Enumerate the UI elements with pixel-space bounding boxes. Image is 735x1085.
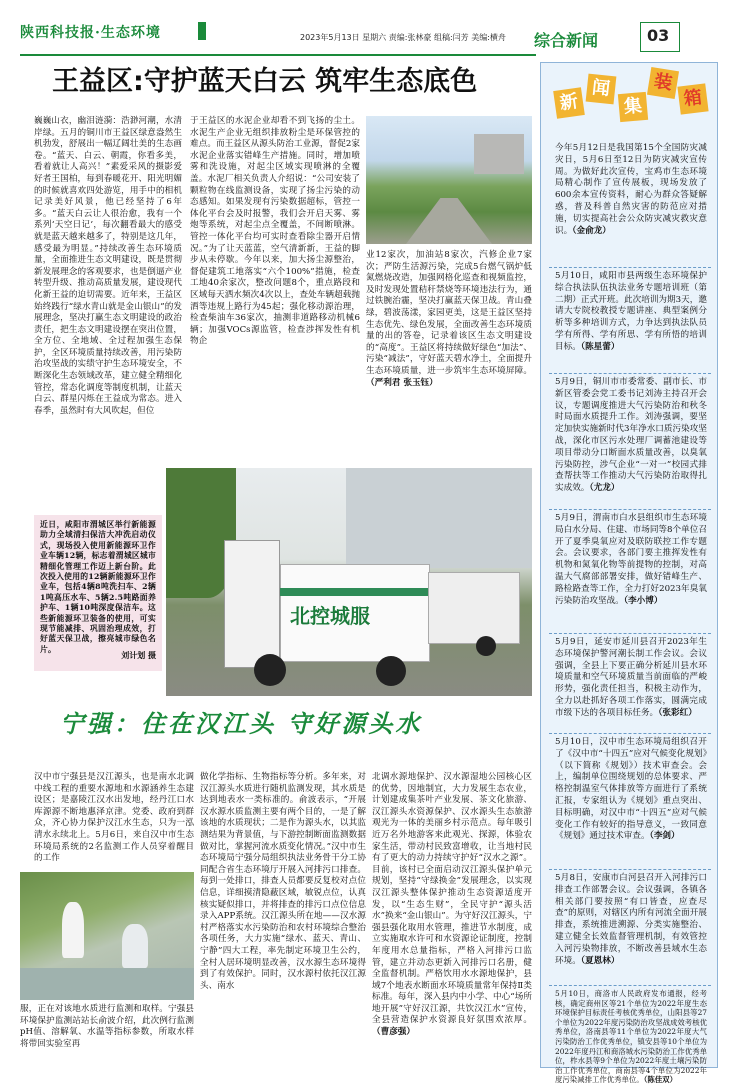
sidebar-divider — [549, 373, 711, 374]
truck-cab — [224, 540, 280, 668]
sidebar-item-byline: （陈星蕾） — [580, 341, 620, 352]
sidebar-item-byline: （李小博） — [623, 595, 663, 606]
water-shape — [20, 968, 194, 1000]
sidebar-divider — [549, 633, 711, 634]
truck-photo — [166, 468, 532, 696]
sidebar-item — [555, 271, 707, 369]
banner-tile: 装 — [647, 67, 679, 99]
person-shape — [62, 902, 84, 958]
story2-byline: （曹彦强） — [372, 1027, 415, 1038]
issue-line: 2023年5月13日 星期六 责编:张林豪 组稿:闫芳 美编:横舟 — [300, 33, 506, 42]
sidebar-divider — [549, 267, 711, 268]
photo-caption-text: 近日，咸阳市渭城区举行新能源助力全域清扫保洁大冲洗启动仪式，现场投入使用新能源环卫作业车辆12辆，标志着渭城区城市精细化管理工作迈上新台阶。此次投入使用的12辆新能源环卫作业车，包括4辆8吨洗扫车、2辆1吨高压水车、5辆2.5吨路面养护车、1辆10吨深度保洁车。这些新能源环卫装备的使用，可实现节能减排、巩固治理成效，打好蓝天保卫战，擦亮城市绿色名片。 — [40, 520, 156, 654]
masthead-logo: 陕西科技报·生态环境 — [20, 25, 161, 41]
sidebar-item-byline: （张彩红） — [658, 707, 697, 718]
truck-wheel — [476, 636, 496, 656]
sidebar-item — [555, 637, 707, 729]
sidebar-item-text: 5月9日，渭南市白水县组织市生态环境局白水分局、住建、市场同等8个单位召开了夏季臭氧应对及联防联控工作专题会。会议要求，各部门要主推挥发性有机物和氮氧化物等前提物的控制，对高温大气腐部部署安排，做好错峰生产、路检路查等工作，全力打好2023年臭氧污染防治攻坚战。 — [555, 513, 707, 606]
story1-col1: 巍巍山衣，幽泪涟漪：浩渺河潮，水清岸绿。五月的铜川市王益区绿意盎然生机勃发，舒展出一幅辽阔壮美的生态画卷。“蓝天、白云、朝霞，你看多美，看着就让人高兴！”素爱采风的摄影爱好者王国柏，每到春暖花开、阳光明媚的时候就喜欢四处游览，用手中的相机记录美好风景，他已经坚持了6年多。“蓝天白云让人很治愈，我有一个系列‘天空日记’，每次翻看最大的感受就是蓝天越来越多了，特别是这几年，感受最为明显。”持续改善生态环境质量，全面推进生态文明建设，既是贯彻新发展理念的客观要求，也是倒逼产业转型升级、推动高质量发展，建设现代化新王益的迫切需要。近年来，王益区始终践行“绿水青山就是金山银山”的发展理念，坚决打赢生态文明建设的政治责任，把生态文明建设摆在突出位置，全方位、全地域、全过程加强生态保护，全区环境质量持续改善，用污染防治攻坚战的实绩守护生态环境安全，不断深化生态领域改革，建立健全精细化管控，常态化调度等制度机制，让蓝天白云、群星闪烁在王益成为常态。进入春季，虽然时有大风吹起，但位 — [34, 116, 182, 416]
truck-wheel — [376, 656, 406, 686]
truck2-body — [428, 572, 520, 644]
sidebar-item — [555, 143, 707, 263]
building-shape — [474, 134, 524, 174]
sidebar-item — [555, 873, 707, 983]
sidebar-item-text: 5月8日，安康市白河县召开入河排污口排查工作部署会议。会议强调，各镇各相关部门要按照“有口皆查，应查尽查”的原则，对辖区内所有河流全面开展排查，系统推进溯源、分类实施整治、建立健全长效监督管理机制，有效管控入河污染物排放，不断改善县域水生态环境。 — [555, 873, 707, 966]
banner-tile: 闻 — [586, 74, 617, 105]
buildings-shape — [346, 468, 532, 568]
sidebar-item — [555, 377, 707, 505]
truck-wheel — [254, 654, 286, 686]
photo-caption-byline: 刘计划 摄 — [121, 650, 156, 660]
story2-col2: 做化学指标、生物指标等分析。多年来，对汉江源头水质进行随机监测发现，其水质是达到地表水一类标准的。俞波表示，“开展汉水源水质监测主要有两个目的，一是了解该地的水质现状；二是作为源头水，以其监测结果为背景值，与下游控制断面监测数据做对比，掌握河流水质变化情况。”汉中市生态环境局宁强分局组织执法业务骨干分工协同配合省生态环境厅开展入河排污口排查。每到一处排口，排查人员都要反复校对点位信息，详细摸清隐蔽区域，敏锐点位，认真核实疑似排口，并将排查的排污口点位信息录入APP系统。汉江源头所在地——汉水源村严格落实水污染防治和农村环境综合整治各项任务，大力实施“绿水、蓝天、青山、宁静”四大工程，率先制定环境卫生公约，全村人居环境明显改善，汉水源生态环境得到了有效保护。同时，汉水源村依托汉江源头、南水 — [200, 772, 366, 991]
story1-headline: 王益区:守护蓝天白云 筑牢生态底色 — [52, 66, 478, 97]
masthead-logo-badge — [198, 22, 206, 40]
sidebar-divider — [549, 509, 711, 510]
banner-tile: 新 — [553, 87, 585, 119]
sidebar-item-text: 5月9日，铜川市市委常委、副市长、市新区管委会党工委书记刘涛主持召开会议，专题调度推进大气污染防治和秋冬时局面水质提升工作。刘涛强调，要坚定加快实施新时代3年净水口质污染攻坚战，深化市区污水处理厂调蓄池建设等项目带动分口断面水质量改善，以臭氧污染防控，涉气企业“一对一”校园式排查帮扶等工作推动大气污染防治取得扎实成效。 — [555, 377, 707, 494]
masthead-rule — [20, 54, 536, 56]
banner-tile: 箱 — [677, 83, 708, 114]
person-shape — [122, 924, 148, 968]
story1-byline: （严利君 张玉钰） — [366, 377, 438, 388]
story2-headline: 宁强：住在汉江头 守好源头水 — [60, 709, 423, 738]
sidebar-item-byline: （李剑） — [649, 831, 680, 842]
sidebar-item-text: 5月10日，咸阳市县两级生态环境保护综合执法队伍执法业务专题培训班（第二期）正式开班。此次培训为期3天，邀请大专院校教授专题讲座、典型案例分析等多种培训方式，力争达到执法队员学有所得、学有所思、学有所悟的培训目标。 — [555, 271, 707, 352]
sidebar-divider — [549, 985, 711, 986]
sidebar-item-byline: （尤龙） — [589, 483, 620, 494]
truck-logo-text: 北控城服 — [290, 604, 370, 628]
section-title: 综合新闻 — [534, 31, 599, 50]
page-number: 03 — [647, 26, 670, 45]
sidebar-item — [555, 513, 707, 629]
sidebar-item-byline: （金俞龙） — [572, 225, 611, 236]
sidebar-item — [555, 989, 707, 1085]
sidebar-item-text: 今年5月12日是我国第15个全国防灾减灾日，5月6日至12日为防灾减灾宣传周。为做好此次宣传，宝鸡市生态环境局精心制作了宣传展板，现场发放了600余本宣传资料，耐心为群众答疑解惑，普及科普自然灾害的防范应对措施，切实提高社会公众防灾减灾救灾意识。 — [555, 143, 707, 236]
sidebar-item-byline: （陈佳双） — [643, 1075, 677, 1085]
sidebar-divider — [549, 733, 711, 734]
story1-col3 — [366, 250, 532, 430]
road-shape — [406, 198, 492, 244]
sidebar-item-byline: （夏恩林） — [580, 955, 620, 966]
story1-col2: 于王益区的水泥企业却看不到飞扬的尘土。水泥生产企业无组织排放粉尘是环保管控的难点。而王益区从源头防治工业源，督促2家水泥企业落实错峰生产措施。同时，增加喷雾和洗设施，对起尘区域实现喷淋的全覆盖。水泥厂相关负责人介绍说：“公司安装了颗粒物在线监测设备，实现了扬尘污染的动态感知。如果发现有污染数据超标，管控一体化平台会及时报警，我们会开启天雾、雾炮等系统，对起尘点全覆盖，不间断喷淋。管控一体化平台均可实时查看除尘器开启情况。”为了让天蓝蓝，空气清新新，王益的脚步从未停歇。今年以来，加大扬尘源整治，督促建筑工地落实“六个100%”措施，检查工地40余家次，整改问题8个，重点路段和区域每天洒水频次4次以上，查处车辆超载抛洒等违规上路行为45起；强化移动源治理，检查柴油车36家次，抽测非道路移动机械6辆；加强VOCs源监管，检查涉挥发性有机物企 — [190, 116, 360, 347]
sidebar-item-text: 5月10日，汉中市生态环境局组织召开了《汉中市“十四五”应对气候变化规划》（以下简称《规划》）技术审查会。会上，编制单位围绕规划的总体要求、严格控制温室气体排放等方面进行了系统汇报，专家组认为《规划》重点突出、目标明确，对汉中市“十四五”应对气候变化工作有较好的指导意义，一致同意《规划》通过技术审查。 — [555, 737, 707, 842]
sidebar-banner — [547, 67, 711, 133]
sidebar-item — [555, 737, 707, 865]
news-sidebar — [540, 62, 718, 1085]
story2-col1: 汉中市宁强县是汉江源头，也是南水北调中线工程的重要水源地和水源涵养生态建设区；是嘉陵江汉水出发地，经丹江口水库源源不断地惠泽京津。党委、政府到群众，齐心协力保护汉江水生态，只为一泓清水永续北上。5月6日，来自汉中市生态环境局系统的2名监测工作人员穿着醒目的工作 — [34, 772, 194, 864]
story2-col1b: 服，正在对该地水质进行监测和取样。宁强县环境保护监测站站长俞波介绍，此次例行监测pH值、溶解氧、水温等指标参数，所取水样将带回实验室再 — [20, 1004, 194, 1049]
truck-stripe — [280, 588, 430, 596]
banner-tile: 集 — [618, 92, 648, 122]
masthead — [0, 0, 735, 58]
photo-caption-box — [34, 515, 162, 671]
sidebar-divider — [549, 869, 711, 870]
story2-col3-text: 北调水源地保护、汉水源湿地公园核心区的优势，因地制宜，大力发展生态农业，计划建成集茶叶产业发展、茶文化旅游、汉江源头水资源保护、汉水源头生态旅游观光为一体的美丽乡村示范点。每年吸引近万名外地游客来此观光、探源，体验农家生活，带动村民致富增收，让当地村民有了更大的动力持续守护好“汉水之源”。目前，该村已全面启动汉江源头保护单元规划，坚持“守绿换金”发展理念，以实现汉江源头整体保护推动生态资源适度开发，以“生态生财”，全民守护“源头活水”换来“金山银山”。为守好汉江源头，宁强县强化取用水管理，推进节水制度，成立实施取水许可和水资源论证制度，控制年度用水总量指标，严格入河排污口监管，建立并动态更新入河排污口名册，健全监督机制。严格饮用水水源地保护，县域7个地表水断面水环境质量常年保持Ⅱ类标准。每年，深入县内中小学、中心“场所地开展”守好汉江源，共饮汉江水”宣传，全县营造保护水资源良好氛围欢浓厚。 — [372, 772, 532, 1026]
story1-col3-text: 业12家次，加油站8家次，汽修企业7家次；严防生活源污染，完成5台燃气锅炉低氮燃烧改造，加强网格化巡查和视频监控，及时发现处置秸秆禁烧等环境违法行为，通过铁腕治霾，坚决打赢蓝天保卫战。青山叠绿，碧波荡漾，家园更美，这是王益区坚持生态优先、绿色发展，全面改善生态环境质量的出的答卷，记录着该区生态文明建设的“高度”。王益区将持续做好绿色“加法”、污染“减法”，守好蓝天碧水净土，全面提升生态环境质量，进一步筑牢生态环境屏障。 — [366, 250, 532, 376]
story2-photo — [20, 872, 194, 1000]
sidebar-item-text: 5月10日，商洛市人民政府发布通报，经考核，确定商州区等21个单位为2022年度生态环境保护目标责任考核优秀单位，山阳县等27个单位为2022年度污染防治攻坚战成效考核优秀单位，洛南县等11个单位为2022年度大气污染防治工作优秀单位，镇安县等10个单位为2022年度丹江和商洛城水污染防治工作优秀单位，柞水县等9个单位为2022年度土壤污染防治工作优秀单位，商南县等4个单位为2022年度污染减排工作优秀单位。 — [555, 989, 707, 1085]
story2-col3 — [372, 772, 532, 1064]
sidebar-item-text: 5月9日，延安市延川县召开2023年生态环境保护警河潮长制工作会议。会议强调，全县上下要正确分析延川县水环境质量和空气环境质量当前面临的严峻形势，强化责任担当，积极主动作为，全力以赴抓好各项工作落实，圆满完成市级下达的各项目标任务。 — [555, 637, 707, 718]
story1-photo — [366, 116, 532, 244]
